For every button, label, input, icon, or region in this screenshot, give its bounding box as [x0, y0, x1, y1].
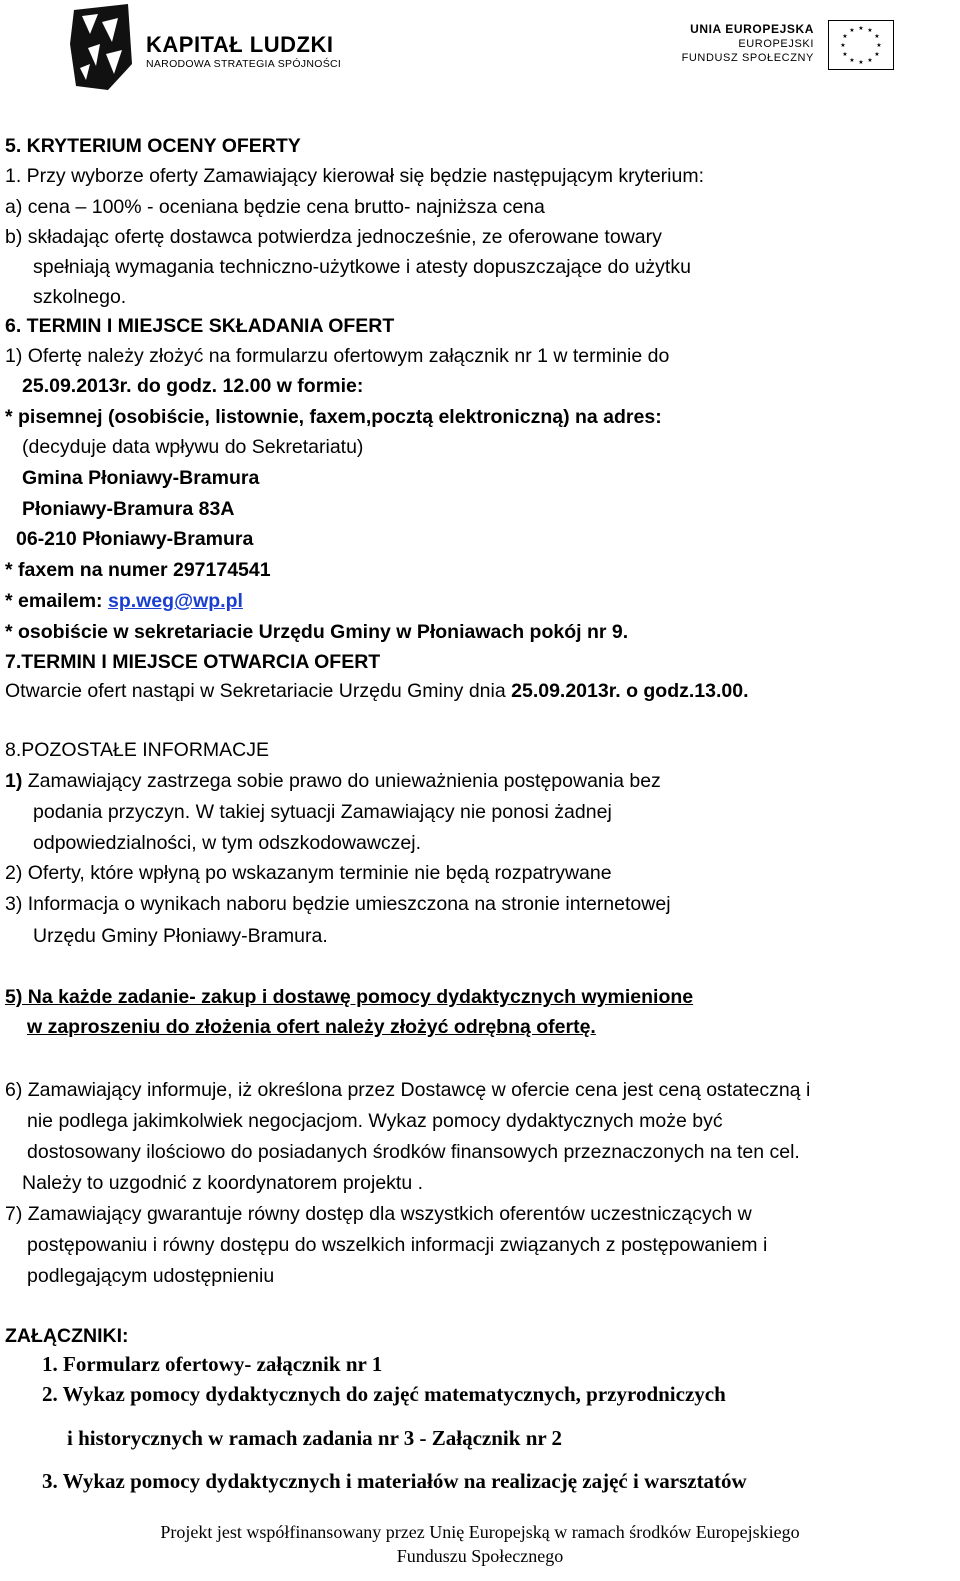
- svg-text:★: ★: [840, 42, 846, 49]
- s8-line4: 2) Oferty, które wpłyną po wskazanym terminie nie będą rozpatrywane: [5, 862, 612, 884]
- kapital-ludzki-subtitle: NARODOWA STRATEGIA SPÓJNOŚCI: [146, 58, 342, 70]
- s6-line3: * pisemnej (osobiście, listownie, faxem,pocztą elektroniczną) na adres:: [5, 406, 662, 428]
- s6-line4: (decyduje data wpływu do Sekretariatu): [22, 436, 364, 458]
- footer-line2: Funduszu Społecznego: [396, 1546, 564, 1566]
- s6-line10: * osobiście w sekretariacie Urzędu Gminy w Płoniawach pokój nr 9.: [5, 621, 629, 643]
- attachment-2: 2. Wykaz pomocy dydaktycznych do zajęć matematycznych, przyrodniczych: [42, 1382, 726, 1406]
- s7-line1: [5, 679, 749, 703]
- eu-logo: [664, 18, 894, 78]
- s5-line5: szkolnego.: [33, 286, 127, 308]
- email-label: * emailem:: [5, 590, 108, 612]
- s8-line12: Należy to uzgodnić z koordynatorem projektu .: [22, 1172, 424, 1194]
- s6-line6: Płoniawy-Bramura 83A: [22, 498, 235, 520]
- s6-line7: 06-210 Płoniawy-Bramura: [16, 528, 254, 550]
- svg-text:★: ★: [849, 57, 855, 64]
- svg-text:★: ★: [874, 33, 880, 40]
- s8-line13: 7) Zamawiający gwarantuje równy dostęp dla wszystkich oferentów uczestniczących w: [5, 1203, 752, 1225]
- eu-flag-icon: [828, 20, 894, 70]
- s8-line14: postępowaniu i równy dostępu do wszelkich informacji związanych z postępowaniem i: [27, 1234, 768, 1256]
- s6-line1: 1) Ofertę należy złożyć na formularzu ofertowym załącznik nr 1 w terminie do: [5, 345, 670, 367]
- svg-text:★: ★: [867, 57, 873, 64]
- s5-line3: b) składając ofertę dostawca potwierdza jednocześnie, ze oferowane towary: [5, 226, 662, 248]
- s7-line1-text: Otwarcie ofert nastąpi w Sekretariacie Urzędu Gminy dnia: [5, 680, 512, 702]
- eu-logo-line2: EUROPEJSKI: [738, 38, 814, 50]
- attachment-3: 3. Wykaz pomocy dydaktycznych i materiałów na realizację zajęć i warsztatów: [42, 1469, 747, 1493]
- s8-line9: 6) Zamawiający informuje, iż określona przez Dostawcę w ofercie cena jest ceną ostateczną i: [5, 1079, 811, 1101]
- s8-line5: 3) Informacja o wynikach naboru będzie umieszczona na stronie internetowej: [5, 893, 671, 915]
- s5-line2: a) cena – 100% - oceniana będzie cena brutto- najniższa cena: [5, 196, 545, 218]
- kapital-ludzki-logo: [68, 4, 358, 92]
- svg-text:★: ★: [858, 59, 864, 66]
- section-5-heading: 5. KRYTERIUM OCENY OFERTY: [5, 135, 301, 157]
- svg-text:★: ★: [858, 25, 864, 32]
- section-7-heading: 7.TERMIN I MIEJSCE OTWARCIA OFERT: [5, 651, 381, 673]
- attachment-2-cont: i historycznych w ramach zadania nr 3 - Załącznik nr 2: [67, 1426, 563, 1450]
- s8-line6: Urzędu Gminy Płoniawy-Bramura.: [33, 925, 328, 947]
- s8-line10: nie podlega jakimkolwiek negocjacjom. Wykaz pomocy dydaktycznych może być: [27, 1110, 723, 1132]
- footer-line1: Projekt jest współfinansowany przez Unię Europejską w ramach środków Europejskiego: [160, 1522, 800, 1542]
- svg-text:★: ★: [876, 42, 882, 49]
- s6-line9: [5, 589, 243, 613]
- s8-line8: w zaproszeniu do złożenia ofert należy złożyć odrębną ofertę.: [27, 1016, 596, 1038]
- section-8-heading: 8.POZOSTAŁE INFORMACJE: [5, 739, 270, 761]
- eu-logo-line3: FUNDUSZ SPOŁECZNY: [681, 52, 814, 64]
- eu-logo-line1: UNIA EUROPEJSKA: [690, 22, 814, 36]
- svg-text:★: ★: [842, 51, 848, 58]
- svg-text:★: ★: [842, 33, 848, 40]
- svg-text:★: ★: [849, 27, 855, 34]
- s5-line4: spełniają wymagania techniczno-użytkowe i atesty dopuszczające do użytku: [33, 256, 691, 278]
- s8-line2: podania przyczyn. W takiej sytuacji Zamawiający nie ponosi żadnej: [33, 801, 612, 823]
- email-link[interactable]: sp.weg@wp.pl: [107, 590, 243, 612]
- svg-text:★: ★: [874, 51, 880, 58]
- kapital-ludzki-emblem-icon: [68, 4, 138, 92]
- s6-line2: 25.09.2013r. do godz. 12.00 w formie:: [22, 375, 364, 397]
- section-6-heading: 6. TERMIN I MIEJSCE SKŁADANIA OFERT: [5, 315, 395, 337]
- svg-text:★: ★: [867, 27, 873, 34]
- kapital-ludzki-title: KAPITAŁ LUDZKI: [146, 32, 334, 57]
- attachments-heading: ZAŁĄCZNIKI:: [5, 1325, 129, 1347]
- s8-line15: podlegającym udostępnieniu: [27, 1265, 275, 1287]
- s8-line11: dostosowany ilościowo do posiadanych środków finansowych przeznaczonych na ten cel.: [27, 1141, 800, 1163]
- s8-line1: 1) Zamawiający zastrzega sobie prawo do unieważnienia postępowania bez: [5, 770, 661, 792]
- s5-line1: 1. Przy wyborze oferty Zamawiający kierował się będzie następującym kryterium:: [5, 165, 705, 187]
- s8-line3: odpowiedzialności, w tym odszkodowawczej.: [33, 832, 422, 854]
- s8-line7: 5) Na każde zadanie- zakup i dostawę pomocy dydaktycznych wymienione: [5, 986, 694, 1008]
- s6-line8: * faxem na numer 297174541: [5, 559, 271, 581]
- s7-line1-date: 25.09.2013r. o godz.13.00.: [511, 680, 749, 702]
- attachment-1: 1. Formularz ofertowy- załącznik nr 1: [42, 1352, 383, 1376]
- s6-line5: Gmina Płoniawy-Bramura: [22, 467, 260, 489]
